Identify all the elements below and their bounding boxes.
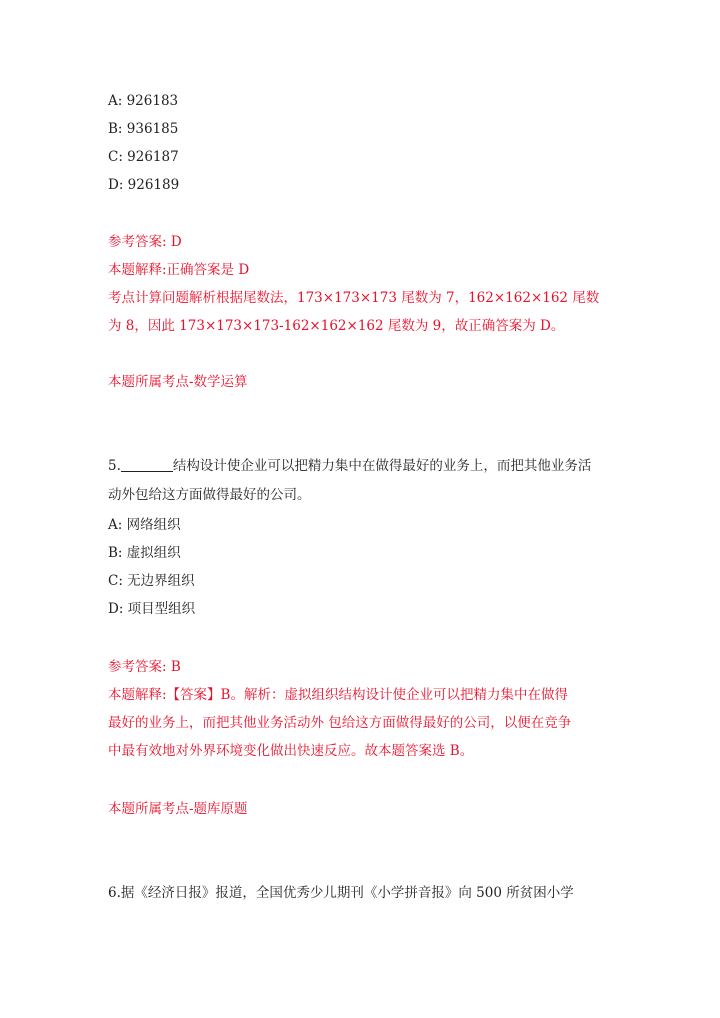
q5-option-b: B: 虚拟组织	[108, 545, 181, 561]
q5-option-d: D: 项目型组织	[108, 601, 196, 617]
q4-option-c: C: 926187	[108, 149, 179, 165]
q5-stem-line-2: 动外包给这方面做得最好的公司。	[108, 487, 311, 503]
q4-option-d: D: 926189	[108, 177, 180, 193]
q5-explanation-line-3: 中最有效地对外界环境变化做出快速反应。故本题答案选 B。	[108, 743, 474, 759]
q6-stem-line-1: 6.据《经济日报》报道，全国优秀少儿期刊《小学拼音报》向 500 所贫困小学	[108, 885, 574, 901]
q4-explanation-line-2: 为 8，因此 173×173×173-162×162×162 尾数为 9，故正确答案为 D。	[108, 318, 565, 334]
q4-option-a: A: 926183	[108, 93, 179, 109]
q4-category: 本题所属考点-数学运算	[108, 374, 248, 390]
q5-stem-line-1	[108, 452, 614, 480]
q4-answer: 参考答案: D	[108, 234, 182, 250]
q5-option-a: A: 网络组织	[108, 517, 181, 533]
q5-stem-line-1-text: 结构设计使企业可以把精力集中在做得最好的业务上，而把其他业务活	[172, 458, 592, 474]
q5-number: 5.	[108, 458, 121, 474]
q5-explanation-line-2: 最好的业务上，而把其他业务活动外 包给这方面做得最好的公司，以便在竞争	[108, 715, 572, 731]
q4-option-b: B: 936185	[108, 121, 179, 137]
q5-answer: 参考答案: B	[108, 659, 181, 675]
q5-option-c: C: 无边界组织	[108, 573, 195, 589]
q5-category: 本题所属考点-题库原题	[108, 801, 248, 817]
q5-explanation-line-1: 本题解释:【答案】B。解析：虚拟组织结构设计使企业可以把精力集中在做得	[108, 687, 568, 703]
q4-explanation-line-1: 考点计算问题解析根据尾数法，173×173×173 尾数为 7，162×162×162 尾数	[108, 290, 600, 306]
answer-blank	[121, 457, 173, 472]
q4-explanation-intro: 本题解释:正确答案是 D	[108, 262, 250, 278]
